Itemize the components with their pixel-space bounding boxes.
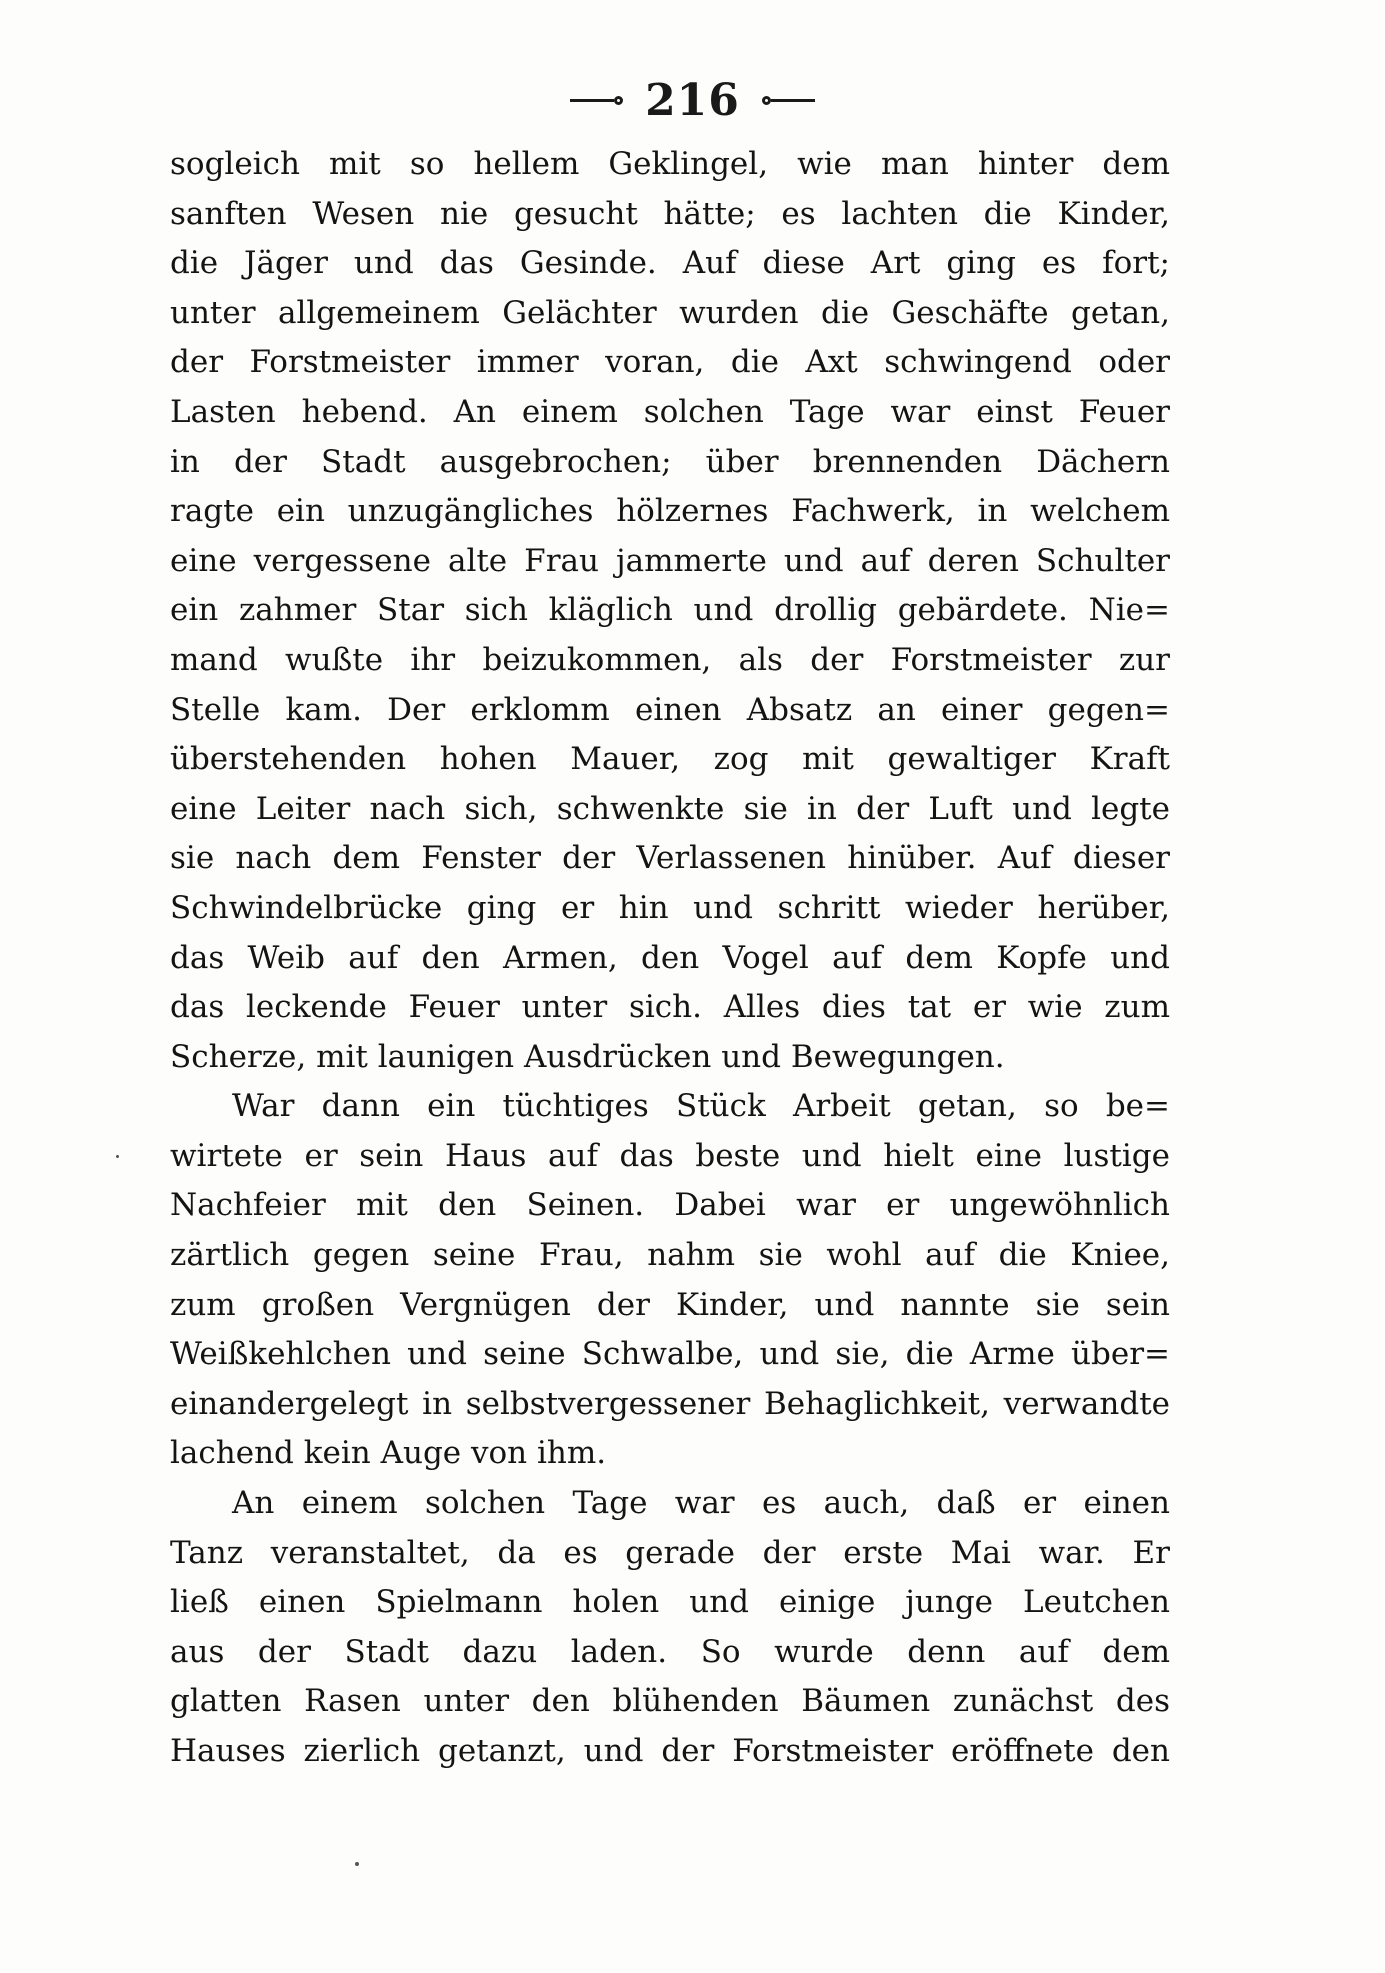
- text-line: Scherze, mit launigen Ausdrücken und Bewegungen.: [170, 1038, 1005, 1075]
- text-line: Stelle kam. Der erklomm einen Absatz an einer gegen=: [170, 691, 1170, 728]
- text-line: ein zahmer Star sich kläglich und drollig gebärdete. Nie=: [170, 592, 1170, 629]
- text-line: überstehenden hohen Mauer, zog mit gewaltiger Kraft: [170, 741, 1170, 778]
- right-ornament-icon: [762, 96, 815, 105]
- paper-speck-icon: [116, 1155, 119, 1158]
- paper-speck-icon: [355, 1862, 359, 1866]
- body-text: [170, 140, 1170, 1777]
- text-line: zärtlich gegen seine Frau, nahm sie wohl auf die Kniee,: [170, 1237, 1170, 1274]
- text-line: glatten Rasen unter den blühenden Bäumen zunächst des: [170, 1683, 1170, 1720]
- page-number: 216: [645, 74, 740, 126]
- text-line: lachend kein Auge von ihm.: [170, 1435, 607, 1472]
- text-line: Lasten hebend. An einem solchen Tage war einst Feuer: [170, 393, 1170, 430]
- text-line: die Jäger und das Gesinde. Auf diese Art ging es fort;: [170, 245, 1170, 282]
- text-line: aus der Stadt dazu laden. So wurde denn auf dem: [170, 1633, 1170, 1670]
- text-line: ragte ein unzugängliches hölzernes Fachwerk, in welchem: [170, 493, 1170, 530]
- paragraph: [170, 140, 1170, 1082]
- text-line: zum großen Vergnügen der Kinder, und nannte sie sein: [170, 1286, 1170, 1323]
- text-line: eine Leiter nach sich, schwenkte sie in der Luft und legte: [170, 790, 1170, 827]
- text-line: wirtete er sein Haus auf das beste und hielt eine lustige: [170, 1137, 1170, 1174]
- text-line: das leckende Feuer unter sich. Alles dies tat er wie zum: [170, 989, 1170, 1026]
- text-line: An einem solchen Tage war es auch, daß er einen: [232, 1485, 1170, 1522]
- text-line: in der Stadt ausgebrochen; über brennenden Dächern: [170, 443, 1170, 480]
- text-line: sanften Wesen nie gesucht hätte; es lachten die Kinder,: [170, 195, 1170, 232]
- text-line: sie nach dem Fenster der Verlassenen hinüber. Auf dieser: [170, 840, 1170, 877]
- text-line: unter allgemeinem Gelächter wurden die Geschäfte getan,: [170, 294, 1170, 331]
- text-line: Tanz veranstaltet, da es gerade der erste Mai war. Er: [170, 1534, 1170, 1571]
- text-line: ließ einen Spielmann holen und einige junge Leutchen: [170, 1584, 1170, 1621]
- text-line: Weißkehlchen und seine Schwalbe, und sie, die Arme über=: [170, 1336, 1170, 1373]
- page-header: [0, 70, 1385, 130]
- left-ornament-icon: [570, 96, 623, 105]
- paragraph: [170, 1479, 1170, 1777]
- text-line: War dann ein tüchtiges Stück Arbeit getan, so be=: [232, 1088, 1170, 1125]
- text-line: mand wußte ihr beizukommen, als der Forstmeister zur: [170, 641, 1170, 678]
- text-line: der Forstmeister immer voran, die Axt schwingend oder: [170, 344, 1170, 381]
- text-line: Nachfeier mit den Seinen. Dabei war er ungewöhnlich: [170, 1187, 1170, 1224]
- text-line: sogleich mit so hellem Geklingel, wie man hinter dem: [170, 146, 1170, 182]
- text-line: eine vergessene alte Frau jammerte und auf deren Schulter: [170, 542, 1170, 579]
- text-line: das Weib auf den Armen, den Vogel auf dem Kopfe und: [170, 939, 1170, 976]
- text-line: Hauses zierlich getanzt, und der Forstmeister eröffnete den: [170, 1733, 1170, 1769]
- text-line: Schwindelbrücke ging er hin und schritt wieder herüber,: [170, 889, 1170, 926]
- text-line: einandergelegt in selbstvergessener Behaglichkeit, verwandte: [170, 1385, 1170, 1422]
- paragraph: [170, 1082, 1170, 1479]
